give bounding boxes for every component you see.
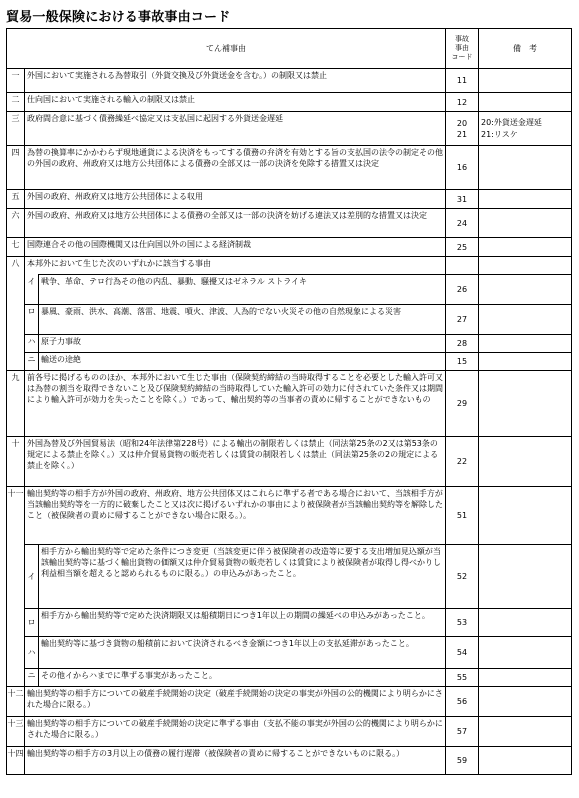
row-code: 16 (446, 146, 479, 190)
table-subrow (7, 305, 572, 335)
row-note (479, 717, 572, 747)
table-row (7, 112, 572, 146)
row-text: 外国において実施される為替取引（外貨交換及び外貨送金を含む。）の制限又は禁止 (25, 69, 446, 93)
row-note (479, 687, 572, 717)
row-note (479, 69, 572, 93)
row-number: 七 (7, 238, 25, 257)
row-note (479, 238, 572, 257)
page-title: 貿易一般保険における事故事由コード (6, 10, 231, 25)
table-row (7, 146, 572, 190)
row-number: 四 (7, 146, 25, 190)
row-number: 九 (7, 371, 25, 437)
row-text: 政府間合意に基づく債務繰延べ協定又は支払国に起因する外貨送金遅延 (25, 112, 446, 146)
row-note (479, 93, 572, 112)
table-subrow (7, 275, 572, 305)
row-code: 57 (446, 717, 479, 747)
table-subrow (7, 335, 572, 353)
row-note (479, 146, 572, 190)
row-code: 20 21 (446, 112, 479, 146)
table-row (7, 371, 572, 437)
table-subrow (7, 545, 572, 609)
row-number: 十四 (7, 747, 25, 775)
sub-text: その他イからハまでに準ずる事実があったこと。 (39, 669, 446, 687)
row-number: 五 (7, 190, 25, 209)
row-number: 二 (7, 93, 25, 112)
row-number: 十三 (7, 717, 25, 747)
row-text: 本邦外において生じた次のいずれかに該当する事由 (25, 257, 446, 275)
sub-mark: ハ (25, 335, 39, 353)
row-note (479, 305, 572, 335)
row-number: 十二 (7, 687, 25, 717)
table-row (7, 687, 572, 717)
row-code: 56 (446, 687, 479, 717)
table-row (7, 238, 572, 257)
row-code: 53 (446, 609, 479, 637)
row-number: 三 (7, 112, 25, 146)
row-code: 31 (446, 190, 479, 209)
sub-mark: ニ (25, 353, 39, 371)
row-text: 外国為替及び外国貿易法（昭和24年法律第228号）による輸出の制限若しくは禁止（同法第25条の2又は第53条の規定による禁止を除く。）又は仲介貿易貨物の販売若しくは賃貸の制限若しくは禁止（同法第25条の2の規定による禁止を除く。） (25, 437, 446, 487)
row-text: 仕向国において実施される輸入の制限又は禁止 (25, 93, 446, 112)
row-code (446, 257, 479, 275)
header-code-line: 事由 (455, 44, 469, 52)
row-text: 外国の政府、州政府又は地方公共団体による債務の全部又は一部の決済を妨げる違法又は差別的な措置又は決定 (25, 209, 446, 238)
row-note (479, 747, 572, 775)
row-note (479, 371, 572, 437)
sub-mark: ロ (25, 609, 39, 637)
sub-text: 相手方から輸出契約等で定めた条件につき変更（当該変更に伴う被保険者の改造等に要する支出増加見込額が当該輸出契約等に基づく輸出貨物の価額又は仲介貿易貨物の販売若しくは賃貸により被保険者が取得し得べかりし利益相当額を超えると認められるものに限る。）の申込みがあったこと。 (39, 545, 446, 609)
row-code: 12 (446, 93, 479, 112)
row-text: 輸出契約等の相手方が外国の政府、州政府、地方公共団体又はこれらに準ずる者である場合において、当該相手方が当該輸出契約等を一方的に破棄したこと又は次に掲げるいずれかの事由により被保険者が当該輸出契約等を解除したこと（被保険者の責めに帰することができない場合に限る。）。 (25, 487, 446, 545)
row-note (479, 257, 572, 275)
row-code: 27 (446, 305, 479, 335)
row-note (479, 353, 572, 371)
table-row (7, 69, 572, 93)
row-note (479, 545, 572, 609)
header-code-line: 事故 (455, 35, 469, 43)
header-code-line: コード (451, 53, 473, 61)
table-row (7, 93, 572, 112)
row-code: 55 (446, 669, 479, 687)
table-row (7, 209, 572, 238)
sub-text: 輸送の途絶 (39, 353, 446, 371)
row-text: 国際連合その他の国際機関又は仕向国以外の国による経済制裁 (25, 238, 446, 257)
row-code: 59 (446, 747, 479, 775)
row-code: 25 (446, 238, 479, 257)
row-number: 十一 (7, 487, 25, 687)
sub-mark: イ (25, 275, 39, 305)
row-note (479, 437, 572, 487)
row-code: 22 (446, 437, 479, 487)
row-code: 28 (446, 335, 479, 353)
sub-mark: ハ (25, 637, 39, 669)
row-note (479, 669, 572, 687)
row-note (479, 609, 572, 637)
row-text: 輸出契約等の相手方の3月以上の債務の履行遅滞（被保険者の責めに帰することができないものに限る。） (25, 747, 446, 775)
sub-mark: ロ (25, 305, 39, 335)
table-subrow (7, 609, 572, 637)
header-code (446, 29, 479, 69)
row-text: 外国の政府、州政府又は地方公共団体による収用 (25, 190, 446, 209)
row-number: 十 (7, 437, 25, 487)
accident-code-table (6, 28, 572, 775)
row-code: 24 (446, 209, 479, 238)
row-code: 11 (446, 69, 479, 93)
sub-text: 輸出契約等に基づき貨物の船積前において決済されるべき金額につき1年以上の支払延滞があったこと。 (39, 637, 446, 669)
table-row (7, 747, 572, 775)
table-subrow (7, 637, 572, 669)
table-row (7, 257, 572, 275)
table-header-row (7, 29, 572, 69)
row-number: 六 (7, 209, 25, 238)
row-text: 輸出契約等の相手方についての破産手続開始の決定に準ずる事由（支払不能の事実が外国の公的機関により明らかにされた場合に限る。） (25, 717, 446, 747)
row-code: 26 (446, 275, 479, 305)
row-text: 前各号に掲げるもののほか、本邦外において生じた事由（保険契約締結の当時取得することを必要とした輸入許可又は為替の割当を取得できないこと及び保険契約締結の当時取得していた輸入許可の効力に付されていた条件又は期間により輸入許可が効力を失ったことを除く。）であって、輸出契約等の当事者の責めに帰することができないもの (25, 371, 446, 437)
sub-mark: イ (25, 545, 39, 609)
row-note (479, 335, 572, 353)
table-subrow (7, 669, 572, 687)
row-text: 輸出契約等の相手方についての破産手続開始の決定（破産手続開始の決定の事実が外国の公的機関により明らかにされた場合に限る。） (25, 687, 446, 717)
row-code: 29 (446, 371, 479, 437)
row-note: 20:外貨送金遅延 21:リスケ (479, 112, 572, 146)
table-row (7, 487, 572, 545)
table-row (7, 437, 572, 487)
row-number: 八 (7, 257, 25, 371)
sub-text: 相手方から輸出契約等で定めた決済期限又は船積期日につき1年以上の期間の繰延べの申込みがあったこと。 (39, 609, 446, 637)
table-row (7, 190, 572, 209)
row-text: 為替の換算率にかかわらず現地通貨による決済をもってする債務の弁済を有効とする旨の支払国の法令の制定その他の外国の政府、州政府又は地方公共団体による債務の全部又は一部の決済を免除する措置又は決定 (25, 146, 446, 190)
row-number: 一 (7, 69, 25, 93)
row-code: 15 (446, 353, 479, 371)
row-code: 54 (446, 637, 479, 669)
sub-mark: ニ (25, 669, 39, 687)
row-code: 52 (446, 545, 479, 609)
sub-text: 原子力事故 (39, 335, 446, 353)
row-note (479, 487, 572, 545)
header-reason: てん補事由 (7, 29, 446, 69)
sub-text: 戦争、革命、テロ行為その他の内乱、暴動、騒擾又はゼネラル ストライキ (39, 275, 446, 305)
table-subrow (7, 353, 572, 371)
sub-text: 暴風、豪雨、洪水、高潮、落雷、地震、噴火、津波、人為的でない火災その他の自然現象による災害 (39, 305, 446, 335)
table-row (7, 717, 572, 747)
row-code: 51 (446, 487, 479, 545)
row-note (479, 190, 572, 209)
row-note (479, 209, 572, 238)
row-note (479, 275, 572, 305)
row-note (479, 637, 572, 669)
header-notes: 備 考 (479, 29, 572, 69)
